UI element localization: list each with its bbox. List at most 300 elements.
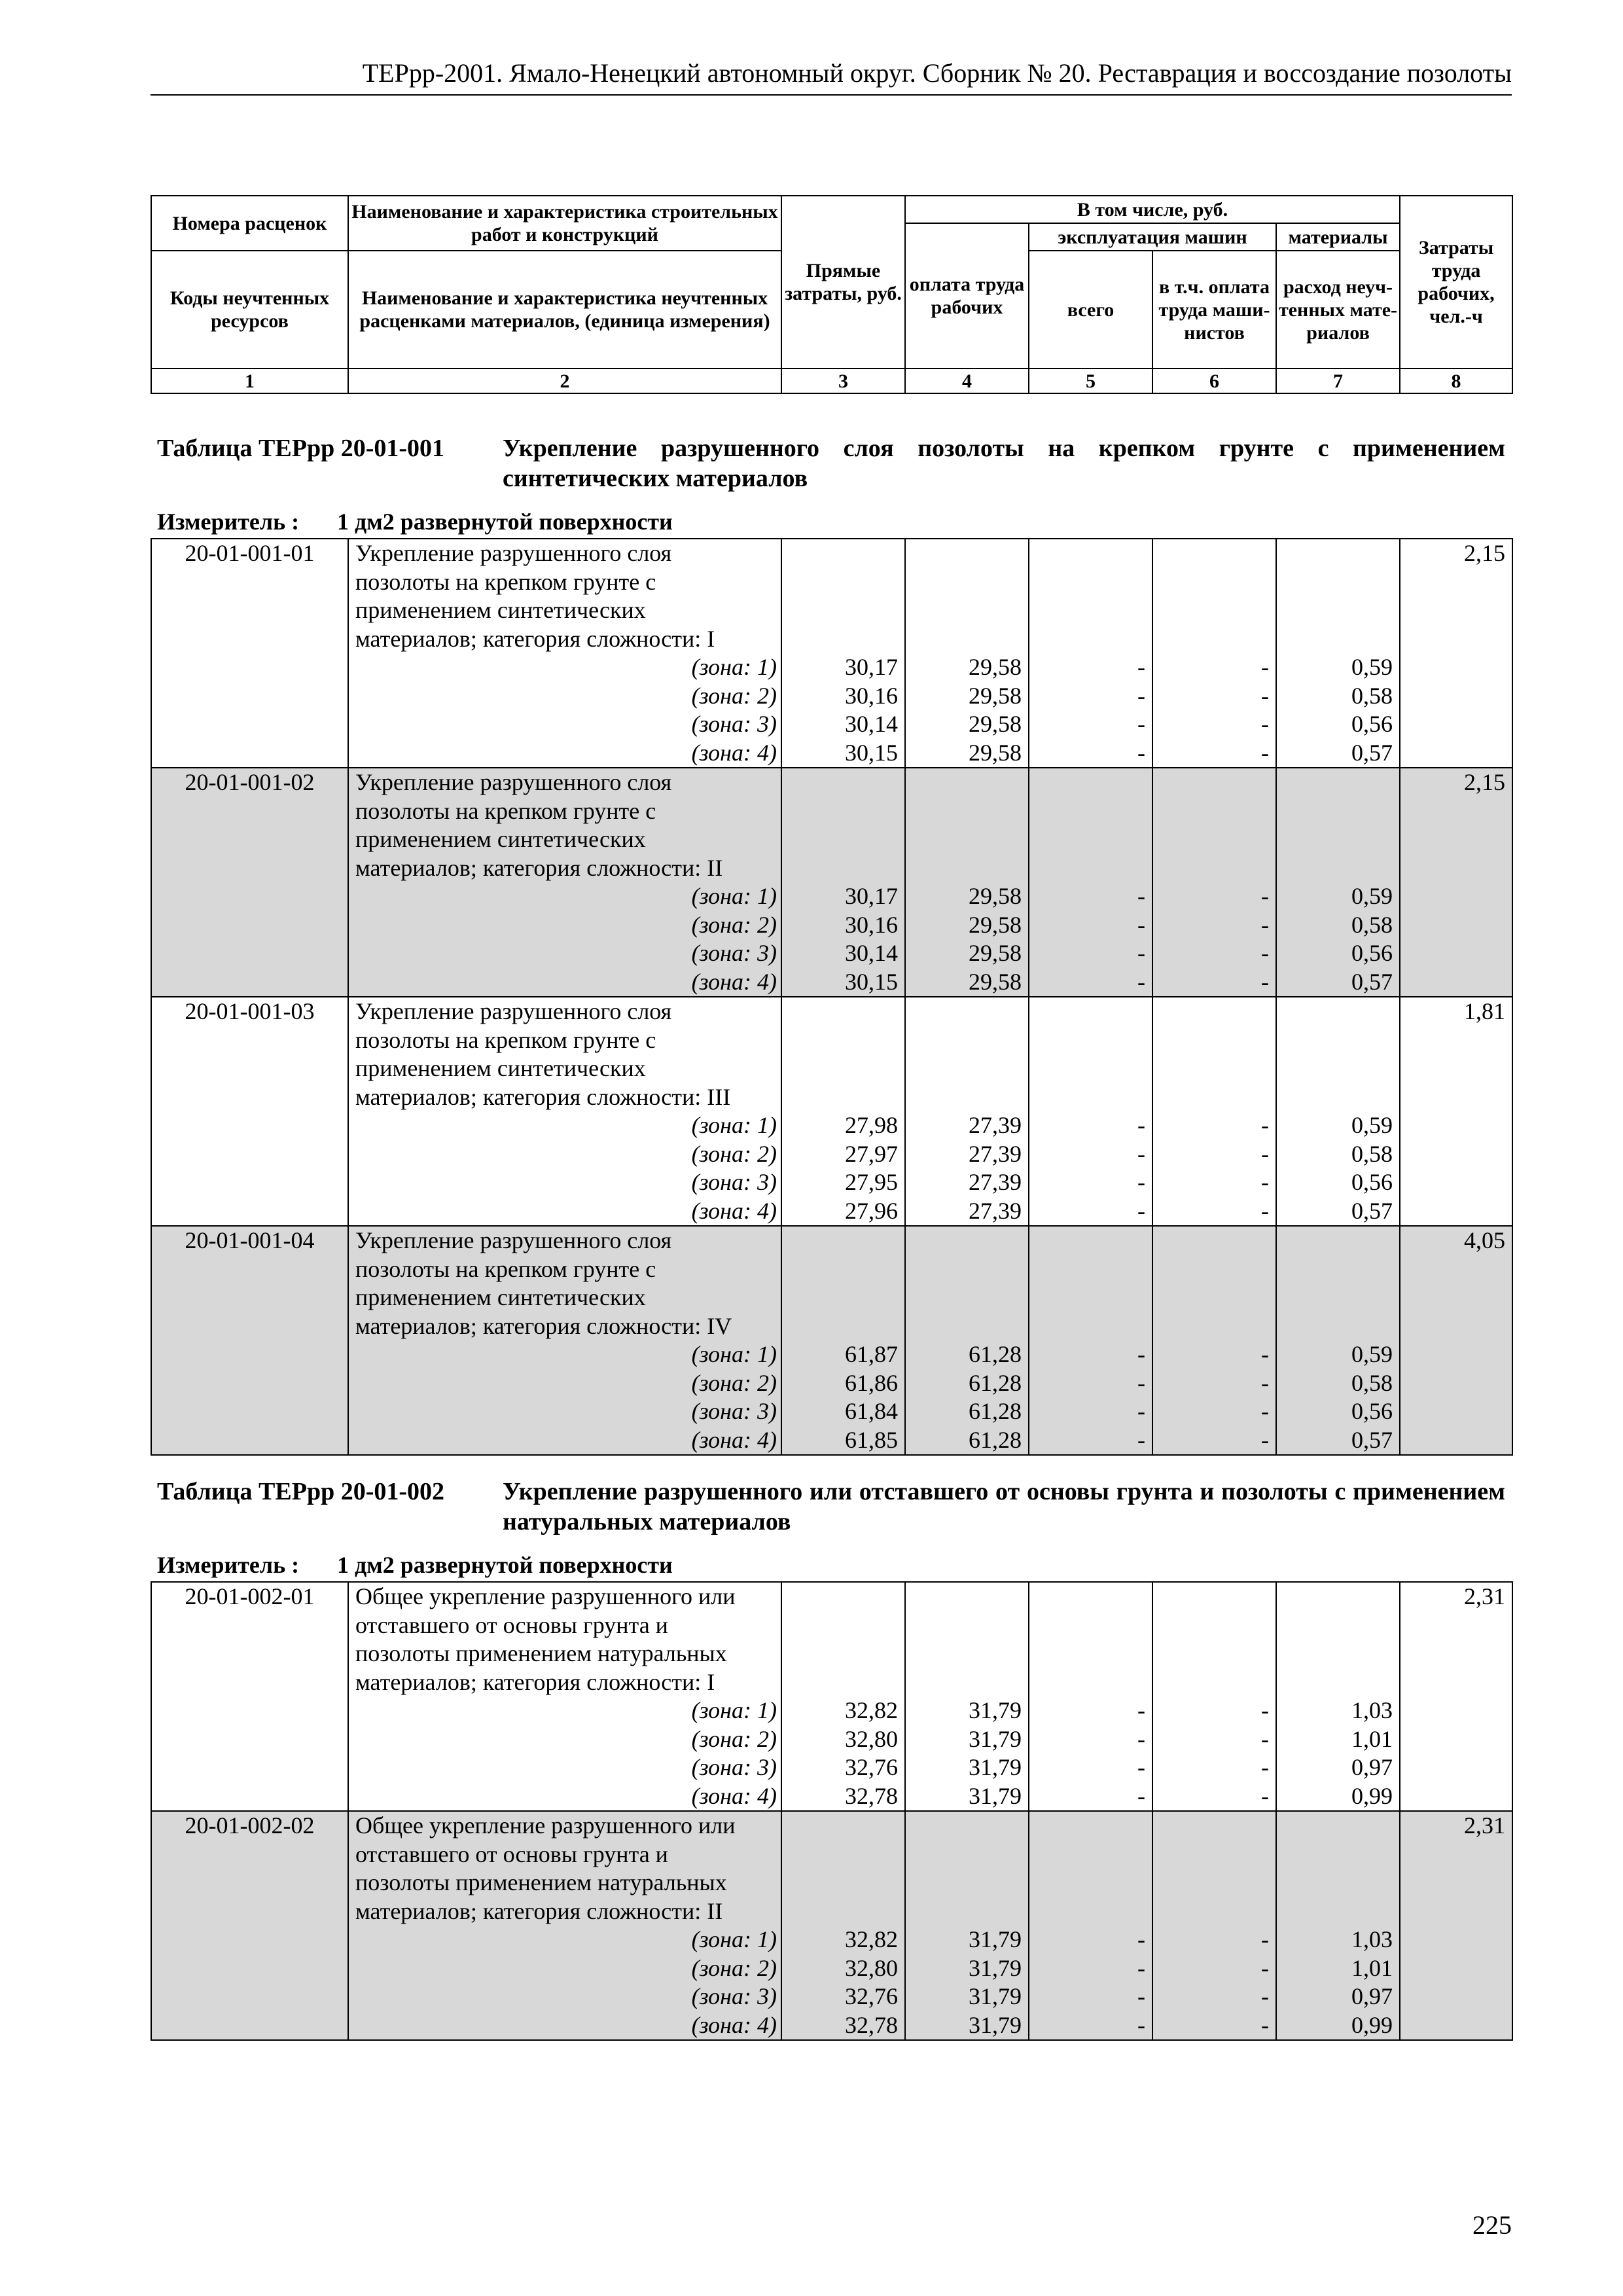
zone-label: (зона: 3) [691, 1398, 777, 1424]
header-including: В том числе, руб. [905, 196, 1400, 223]
material-cost-cell [1276, 1811, 1400, 2040]
machine-cost: - [1137, 1369, 1145, 1396]
material-cost: 1,03 [1351, 1697, 1393, 1723]
direct-cost-cell [781, 997, 905, 1226]
material-cost-cell [1276, 1226, 1400, 1455]
spacer [1153, 797, 1269, 826]
description-line: позолоты на крепком грунте с [355, 1026, 656, 1053]
spacer [782, 1255, 898, 1284]
machine-cost: - [1137, 968, 1145, 995]
rate-description [348, 1582, 781, 1811]
spacer [782, 1840, 898, 1869]
machinist-wage: - [1261, 1341, 1269, 1367]
machine-cost: - [1137, 1725, 1145, 1752]
description-line: Укрепление разрушенного слоя [355, 1227, 672, 1253]
spacer [1029, 997, 1145, 1026]
spacer [782, 1054, 898, 1083]
description-line: применением синтетических [355, 597, 646, 623]
spacer [1277, 625, 1393, 654]
direct-cost: 61,85 [845, 1426, 898, 1453]
spacer [906, 1312, 1022, 1341]
spacer [1277, 1840, 1393, 1869]
spacer [906, 1026, 1022, 1055]
spacer [1277, 1054, 1393, 1083]
spacer [1029, 539, 1145, 568]
spacer [1277, 997, 1393, 1026]
wage-cost-cell [905, 1226, 1029, 1455]
machinist-wage: - [1261, 883, 1269, 909]
wage-cost: 31,79 [969, 2011, 1022, 2038]
spacer [782, 1583, 898, 1611]
direct-cost: 32,78 [845, 2011, 898, 2038]
direct-cost: 27,96 [845, 1197, 898, 1224]
spacer [906, 568, 1022, 597]
spacer [1029, 825, 1145, 854]
machine-cost: - [1137, 739, 1145, 766]
header-rate-numbers: Номера расценок [151, 196, 348, 251]
machine-cost: - [1137, 940, 1145, 966]
description-line: позолоты на крепком грунте с [355, 1255, 656, 1282]
spacer [1277, 1812, 1393, 1840]
spacer [1277, 1083, 1393, 1112]
spacer [1277, 1255, 1393, 1284]
wage-cost: 29,58 [969, 968, 1022, 995]
zone-label: (зона: 1) [691, 1341, 777, 1367]
machine-cost-cell [1029, 1226, 1152, 1455]
spacer [1029, 625, 1145, 654]
material-cost: 0,56 [1351, 1169, 1393, 1195]
spacer [906, 1283, 1022, 1312]
description-line: применением синтетических [355, 826, 646, 852]
machine-cost: - [1137, 1341, 1145, 1367]
material-cost: 0,58 [1351, 911, 1393, 938]
machine-cost: - [1137, 1697, 1145, 1723]
machinist-wage: - [1261, 711, 1269, 737]
zone-label: (зона: 4) [691, 2011, 777, 2038]
description-line: применением синтетических [355, 1284, 646, 1310]
table-code: Таблица ТЕРрр 20-01-002 [157, 1478, 445, 1505]
zone-label: (зона: 3) [691, 940, 777, 966]
direct-cost: 32,78 [845, 1782, 898, 1809]
spacer [782, 539, 898, 568]
direct-cost-cell [781, 1226, 905, 1455]
material-cost-cell [1276, 1582, 1400, 1811]
direct-cost-cell [781, 1811, 905, 2040]
zone-label: (зона: 1) [691, 1926, 777, 1952]
spacer [782, 1611, 898, 1640]
wage-cost: 61,28 [969, 1341, 1022, 1367]
page-number: 225 [1472, 2210, 1512, 2240]
machine-cost: - [1137, 1754, 1145, 1780]
spacer [1029, 1227, 1145, 1255]
spacer [906, 1668, 1022, 1697]
direct-cost: 30,15 [845, 968, 898, 995]
direct-cost-cell [781, 539, 905, 768]
direct-cost: 30,17 [845, 654, 898, 680]
zone-label: (зона: 1) [691, 1112, 777, 1138]
description-line: отставшего от основы грунта и [355, 1611, 668, 1638]
table-row [151, 1811, 1512, 2040]
table-row [151, 1582, 1512, 1811]
material-cost: 0,59 [1351, 654, 1393, 680]
spacer [906, 1583, 1022, 1611]
machinist-wage: - [1261, 1169, 1269, 1195]
machinist-wage-cell [1152, 539, 1276, 768]
machine-cost-cell [1029, 539, 1152, 768]
description-line: материалов; категория сложности: IV [355, 1312, 732, 1339]
labor-cost: 1,81 [1464, 998, 1505, 1024]
spacer [782, 1083, 898, 1112]
table-title [157, 1477, 1505, 1537]
material-cost: 0,97 [1351, 1983, 1393, 2009]
spacer [906, 1840, 1022, 1869]
machinist-wage: - [1261, 968, 1269, 995]
rates-table [151, 1581, 1513, 2041]
direct-cost: 61,86 [845, 1369, 898, 1396]
machinist-wage-cell [1152, 997, 1276, 1226]
wage-cost: 29,58 [969, 682, 1022, 709]
rate-description [348, 768, 781, 997]
column-number: 6 [1152, 368, 1276, 393]
direct-cost: 61,87 [845, 1341, 898, 1367]
spacer [782, 797, 898, 826]
machinist-wage: - [1261, 739, 1269, 766]
spacer [1153, 1840, 1269, 1869]
measurer [157, 508, 673, 535]
material-cost: 0,59 [1351, 1112, 1393, 1138]
material-cost: 0,56 [1351, 940, 1393, 966]
spacer [1029, 1255, 1145, 1284]
table-row [151, 997, 1512, 1226]
spacer [1153, 1312, 1269, 1341]
direct-cost: 27,95 [845, 1169, 898, 1195]
machine-cost: - [1137, 1926, 1145, 1952]
zone-label: (зона: 2) [691, 1954, 777, 1981]
spacer [1277, 568, 1393, 597]
spacer [782, 596, 898, 625]
machinist-wage: - [1261, 1725, 1269, 1752]
direct-cost: 30,14 [845, 940, 898, 966]
spacer [906, 825, 1022, 854]
header-labor-costs: Затраты труда рабочих, чел.-ч [1400, 196, 1512, 368]
zone-label: (зона: 3) [691, 1983, 777, 2009]
spacer [906, 625, 1022, 654]
material-cost: 0,57 [1351, 968, 1393, 995]
machinist-wage: - [1261, 1140, 1269, 1167]
spacer [782, 1869, 898, 1897]
description-line: материалов; категория сложности: II [355, 854, 723, 881]
table-row [151, 768, 1512, 997]
wage-cost: 29,58 [969, 940, 1022, 966]
zone-label: (зона: 2) [691, 1369, 777, 1396]
description-line: материалов; категория сложности: I [355, 1668, 715, 1695]
table-name: Укрепление разрушенного слоя позолоты на крепком грунте с применением синтетических материалов [503, 435, 1505, 492]
spacer [906, 1869, 1022, 1897]
wage-cost: 27,39 [969, 1112, 1022, 1138]
description-line: позолоты применением натуральных [355, 1640, 727, 1666]
spacer [1153, 1869, 1269, 1897]
header-machinist-wage: в т.ч. оплата труда маши-нистов [1152, 251, 1276, 368]
machinist-wage: - [1261, 1754, 1269, 1780]
spacer [1277, 1312, 1393, 1341]
spacer [1029, 1869, 1145, 1897]
description-line: применением синтетических [355, 1055, 646, 1081]
spacer [1029, 1611, 1145, 1640]
spacer [1153, 1054, 1269, 1083]
zone-label: (зона: 2) [691, 682, 777, 709]
wage-cost: 31,79 [969, 1954, 1022, 1981]
description-line: позолоты на крепком грунте с [355, 568, 656, 595]
rate-code: 20-01-001-01 [151, 539, 348, 768]
machinist-wage-cell [1152, 1226, 1276, 1455]
wage-cost-cell [905, 1582, 1029, 1811]
machine-cost: - [1137, 1140, 1145, 1167]
material-cost: 1,01 [1351, 1954, 1393, 1981]
spacer [782, 1312, 898, 1341]
wage-cost: 29,58 [969, 911, 1022, 938]
labor-cost: 2,15 [1464, 540, 1505, 566]
description-line: Укрепление разрушенного слоя [355, 769, 672, 795]
spacer [782, 1283, 898, 1312]
material-cost: 0,56 [1351, 1398, 1393, 1424]
table-row [151, 1226, 1512, 1455]
machinist-wage-cell [1152, 1811, 1276, 2040]
direct-cost: 30,16 [845, 682, 898, 709]
description-line: Укрепление разрушенного слоя [355, 540, 672, 566]
direct-cost: 32,82 [845, 1697, 898, 1723]
zone-label: (зона: 4) [691, 968, 777, 995]
machine-cost: - [1137, 2011, 1145, 2038]
column-number: 3 [781, 368, 905, 393]
spacer [1277, 1640, 1393, 1668]
wage-cost: 31,79 [969, 1754, 1022, 1780]
zone-label: (зона: 1) [691, 1697, 777, 1723]
direct-cost: 30,17 [845, 883, 898, 909]
description-line: Укрепление разрушенного слоя [355, 998, 672, 1024]
wage-cost: 31,79 [969, 1983, 1022, 2009]
zone-label: (зона: 4) [691, 1782, 777, 1809]
zone-label: (зона: 4) [691, 739, 777, 766]
machine-cost: - [1137, 682, 1145, 709]
zone-label: (зона: 1) [691, 883, 777, 909]
labor-cost: 2,31 [1464, 1583, 1505, 1609]
spacer [1029, 1054, 1145, 1083]
description-line: Общее укрепление разрушенного или [355, 1812, 736, 1839]
direct-cost: 27,97 [845, 1140, 898, 1167]
spacer [782, 768, 898, 797]
zone-label: (зона: 1) [691, 654, 777, 680]
direct-cost: 32,76 [845, 1754, 898, 1780]
measurer-unit: 1 дм2 развернутой поверхности [337, 1552, 673, 1578]
zone-label: (зона: 3) [691, 1754, 777, 1780]
spacer [906, 1255, 1022, 1284]
rate-code: 20-01-002-01 [151, 1582, 348, 1811]
spacer [1029, 768, 1145, 797]
running-head: ТЕРрр-2001. Ямало-Ненецкий автономный округ. Сборник № 20. Реставрация и воссоздание позолоты [151, 58, 1512, 96]
machine-cost-cell [1029, 997, 1152, 1226]
direct-cost: 30,16 [845, 911, 898, 938]
header-material-name: Наименование и характеристика неучтенных расценками материалов, (единица измерения) [348, 251, 781, 368]
spacer [906, 1227, 1022, 1255]
spacer [906, 1083, 1022, 1112]
spacer [906, 1640, 1022, 1668]
description-line: позолоты применением натуральных [355, 1869, 727, 1895]
spacer [1277, 1869, 1393, 1897]
wage-cost: 31,79 [969, 1697, 1022, 1723]
column-header-table [151, 195, 1513, 394]
spacer [906, 1054, 1022, 1083]
column-number: 2 [348, 368, 781, 393]
material-cost-cell [1276, 997, 1400, 1226]
direct-cost: 27,98 [845, 1112, 898, 1138]
machinist-wage: - [1261, 1398, 1269, 1424]
machine-cost: - [1137, 1983, 1145, 2009]
machinist-wage-cell [1152, 768, 1276, 997]
spacer [1029, 1312, 1145, 1341]
machinist-wage: - [1261, 682, 1269, 709]
wage-cost-cell [905, 539, 1029, 768]
spacer [1029, 568, 1145, 597]
machine-cost-cell [1029, 1582, 1152, 1811]
zone-label: (зона: 4) [691, 1197, 777, 1224]
material-cost: 0,57 [1351, 739, 1393, 766]
measurer-unit: 1 дм2 развернутой поверхности [337, 509, 673, 535]
direct-cost: 30,14 [845, 711, 898, 737]
measurer [157, 1551, 673, 1579]
machine-cost: - [1137, 711, 1145, 737]
spacer [1277, 1668, 1393, 1697]
wage-cost: 61,28 [969, 1369, 1022, 1396]
spacer [1029, 1812, 1145, 1840]
header-work-name: Наименование и характеристика строительных работ и конструкций [348, 196, 781, 251]
labor-cell [1400, 997, 1512, 1226]
spacer [1029, 1668, 1145, 1697]
machine-cost: - [1137, 1782, 1145, 1809]
header-resource-codes: Коды неучтенных ресурсов [151, 251, 348, 368]
description-line: позолоты на крепком грунте с [355, 797, 656, 824]
spacer [1153, 568, 1269, 597]
spacer [906, 797, 1022, 826]
wage-cost: 29,58 [969, 739, 1022, 766]
spacer [1029, 1026, 1145, 1055]
spacer [1277, 1227, 1393, 1255]
machinist-wage: - [1261, 654, 1269, 680]
wage-cost-cell [905, 768, 1029, 997]
spacer [1277, 1283, 1393, 1312]
spacer [1029, 1897, 1145, 1926]
spacer [1153, 539, 1269, 568]
spacer [1029, 1283, 1145, 1312]
rates-table [151, 538, 1513, 1456]
material-cost: 0,58 [1351, 1140, 1393, 1167]
rate-code: 20-01-001-03 [151, 997, 348, 1226]
zone-label: (зона: 3) [691, 711, 777, 737]
spacer [782, 1897, 898, 1926]
material-cost: 1,01 [1351, 1725, 1393, 1752]
material-cost: 0,56 [1351, 711, 1393, 737]
rate-code: 20-01-002-02 [151, 1811, 348, 2040]
wage-cost: 27,39 [969, 1140, 1022, 1167]
spacer [1029, 1840, 1145, 1869]
labor-cell [1400, 768, 1512, 997]
header-machines: эксплуатация машин [1029, 223, 1276, 251]
wage-cost: 31,79 [969, 1926, 1022, 1952]
column-number: 5 [1029, 368, 1152, 393]
wage-cost-cell [905, 1811, 1029, 2040]
machinist-wage: - [1261, 1926, 1269, 1952]
measurer-label: Измеритель : [157, 1552, 300, 1578]
column-number: 8 [1400, 368, 1512, 393]
header-machines-total: всего [1029, 251, 1152, 368]
machinist-wage: - [1261, 1369, 1269, 1396]
machine-cost: - [1137, 1169, 1145, 1195]
spacer [1153, 1583, 1269, 1611]
machine-cost: - [1137, 1954, 1145, 1981]
spacer [1153, 1026, 1269, 1055]
spacer [1153, 625, 1269, 654]
machinist-wage: - [1261, 2011, 1269, 2038]
material-cost: 0,97 [1351, 1754, 1393, 1780]
machinist-wage: - [1261, 1426, 1269, 1453]
rate-description [348, 997, 781, 1226]
spacer [782, 854, 898, 883]
spacer [782, 1668, 898, 1697]
direct-cost-cell [781, 1582, 905, 1811]
labor-cost: 2,31 [1464, 1812, 1505, 1839]
direct-cost: 32,82 [845, 1926, 898, 1952]
machine-cost: - [1137, 883, 1145, 909]
rate-code: 20-01-001-02 [151, 768, 348, 997]
material-cost: 0,58 [1351, 682, 1393, 709]
spacer [1153, 768, 1269, 797]
rate-code: 20-01-001-04 [151, 1226, 348, 1455]
wage-cost: 29,58 [969, 711, 1022, 737]
spacer [1153, 1611, 1269, 1640]
wage-cost-cell [905, 997, 1029, 1226]
spacer [1029, 1083, 1145, 1112]
description-line: Общее укрепление разрушенного или [355, 1583, 736, 1609]
spacer [782, 625, 898, 654]
spacer [1153, 1227, 1269, 1255]
column-number: 1 [151, 368, 348, 393]
zone-label: (зона: 4) [691, 1426, 777, 1453]
table-name: Укрепление разрушенного или отставшего от основы грунта и позолоты с применением натуральных материалов [503, 1478, 1505, 1535]
zone-label: (зона: 2) [691, 911, 777, 938]
labor-cost: 2,15 [1464, 769, 1505, 795]
spacer [906, 596, 1022, 625]
machine-cost-cell [1029, 1811, 1152, 2040]
spacer [1277, 539, 1393, 568]
spacer [1029, 854, 1145, 883]
spacer [1153, 596, 1269, 625]
wage-cost: 29,58 [969, 883, 1022, 909]
spacer [782, 1812, 898, 1840]
table-row [151, 539, 1512, 768]
spacer [1277, 596, 1393, 625]
labor-cell [1400, 1582, 1512, 1811]
rate-description [348, 1226, 781, 1455]
wage-cost: 31,79 [969, 1782, 1022, 1809]
spacer [1277, 768, 1393, 797]
rate-description [348, 1811, 781, 2040]
wage-cost: 29,58 [969, 654, 1022, 680]
column-number: 7 [1276, 368, 1400, 393]
spacer [782, 568, 898, 597]
spacer [1153, 1897, 1269, 1926]
material-cost-cell [1276, 539, 1400, 768]
spacer [782, 1640, 898, 1668]
header-direct-costs: Прямые затраты, руб. [781, 196, 905, 368]
